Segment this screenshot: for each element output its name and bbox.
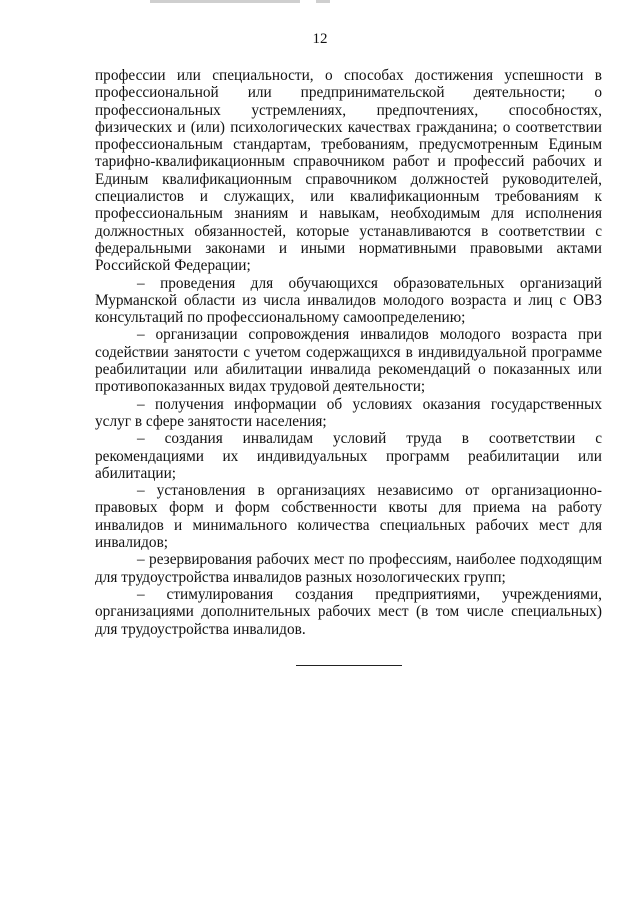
page-number: 12: [312, 31, 328, 47]
list-item: – стимулирования создания предприятиями, учреждениями, организациями дополнительных рабочих мест (в том числе специальных) для трудоустройства инвалидов.: [95, 585, 602, 638]
scan-artifact-line: [150, 0, 300, 3]
end-divider: [296, 665, 402, 666]
paragraph-continuation: профессии или специальности, о способах достижения успешности в профессиональной или предпринимательской деятельности; о профессиональных устремлениях, предпочтениях, способностях, физических и (или) психологических качествах гражданина; о соответствии профессиональным стандартам, требованиям, предусмотренным Единым тарифно-квалификационным справочником работ и профессий рабочих и Единым квалификационным справочником должностей руководителей, специалистов и служащих, или квалификационным требованиям к профессиональным знаниям и навыкам, необходимым для исполнения должностных обязанностей, которые устанавливаются в соответствии с федеральными законами и иными нормативными правовыми актами Российской Федерации;: [95, 67, 602, 275]
list-item: – получения информации об условиях оказания государственных услуг в сфере занятости населения;: [95, 395, 602, 430]
list-item: – проведения для обучающихся образовательных организаций Мурманской области из числа инвалидов молодого возраста и лиц с ОВЗ консультаций по профессиональному самоопределению;: [95, 274, 602, 327]
scan-artifact-mark: [316, 0, 330, 3]
list-item: – создания инвалидам условий труда в соответствии с рекомендациями их индивидуальных программ реабилитации или абилитации;: [95, 430, 602, 482]
list-item: – организации сопровождения инвалидов молодого возраста при содействии занятости с учетом содержащихся в индивидуальной программе реабилитации или абилитации инвалида рекомендаций о показанных или противопоказанных видах трудовой деятельности;: [95, 326, 602, 396]
list-item: – резервирования рабочих мест по профессиям, наиболее подходящим для трудоустройства инвалидов разных нозологических групп;: [95, 551, 602, 586]
document-body: [95, 67, 602, 638]
list-item: – установления в организациях независимо от организационно-правовых форм и форм собственности квоты для приема на работу инвалидов и минимального количества специальных рабочих мест для инвалидов;: [95, 482, 602, 552]
